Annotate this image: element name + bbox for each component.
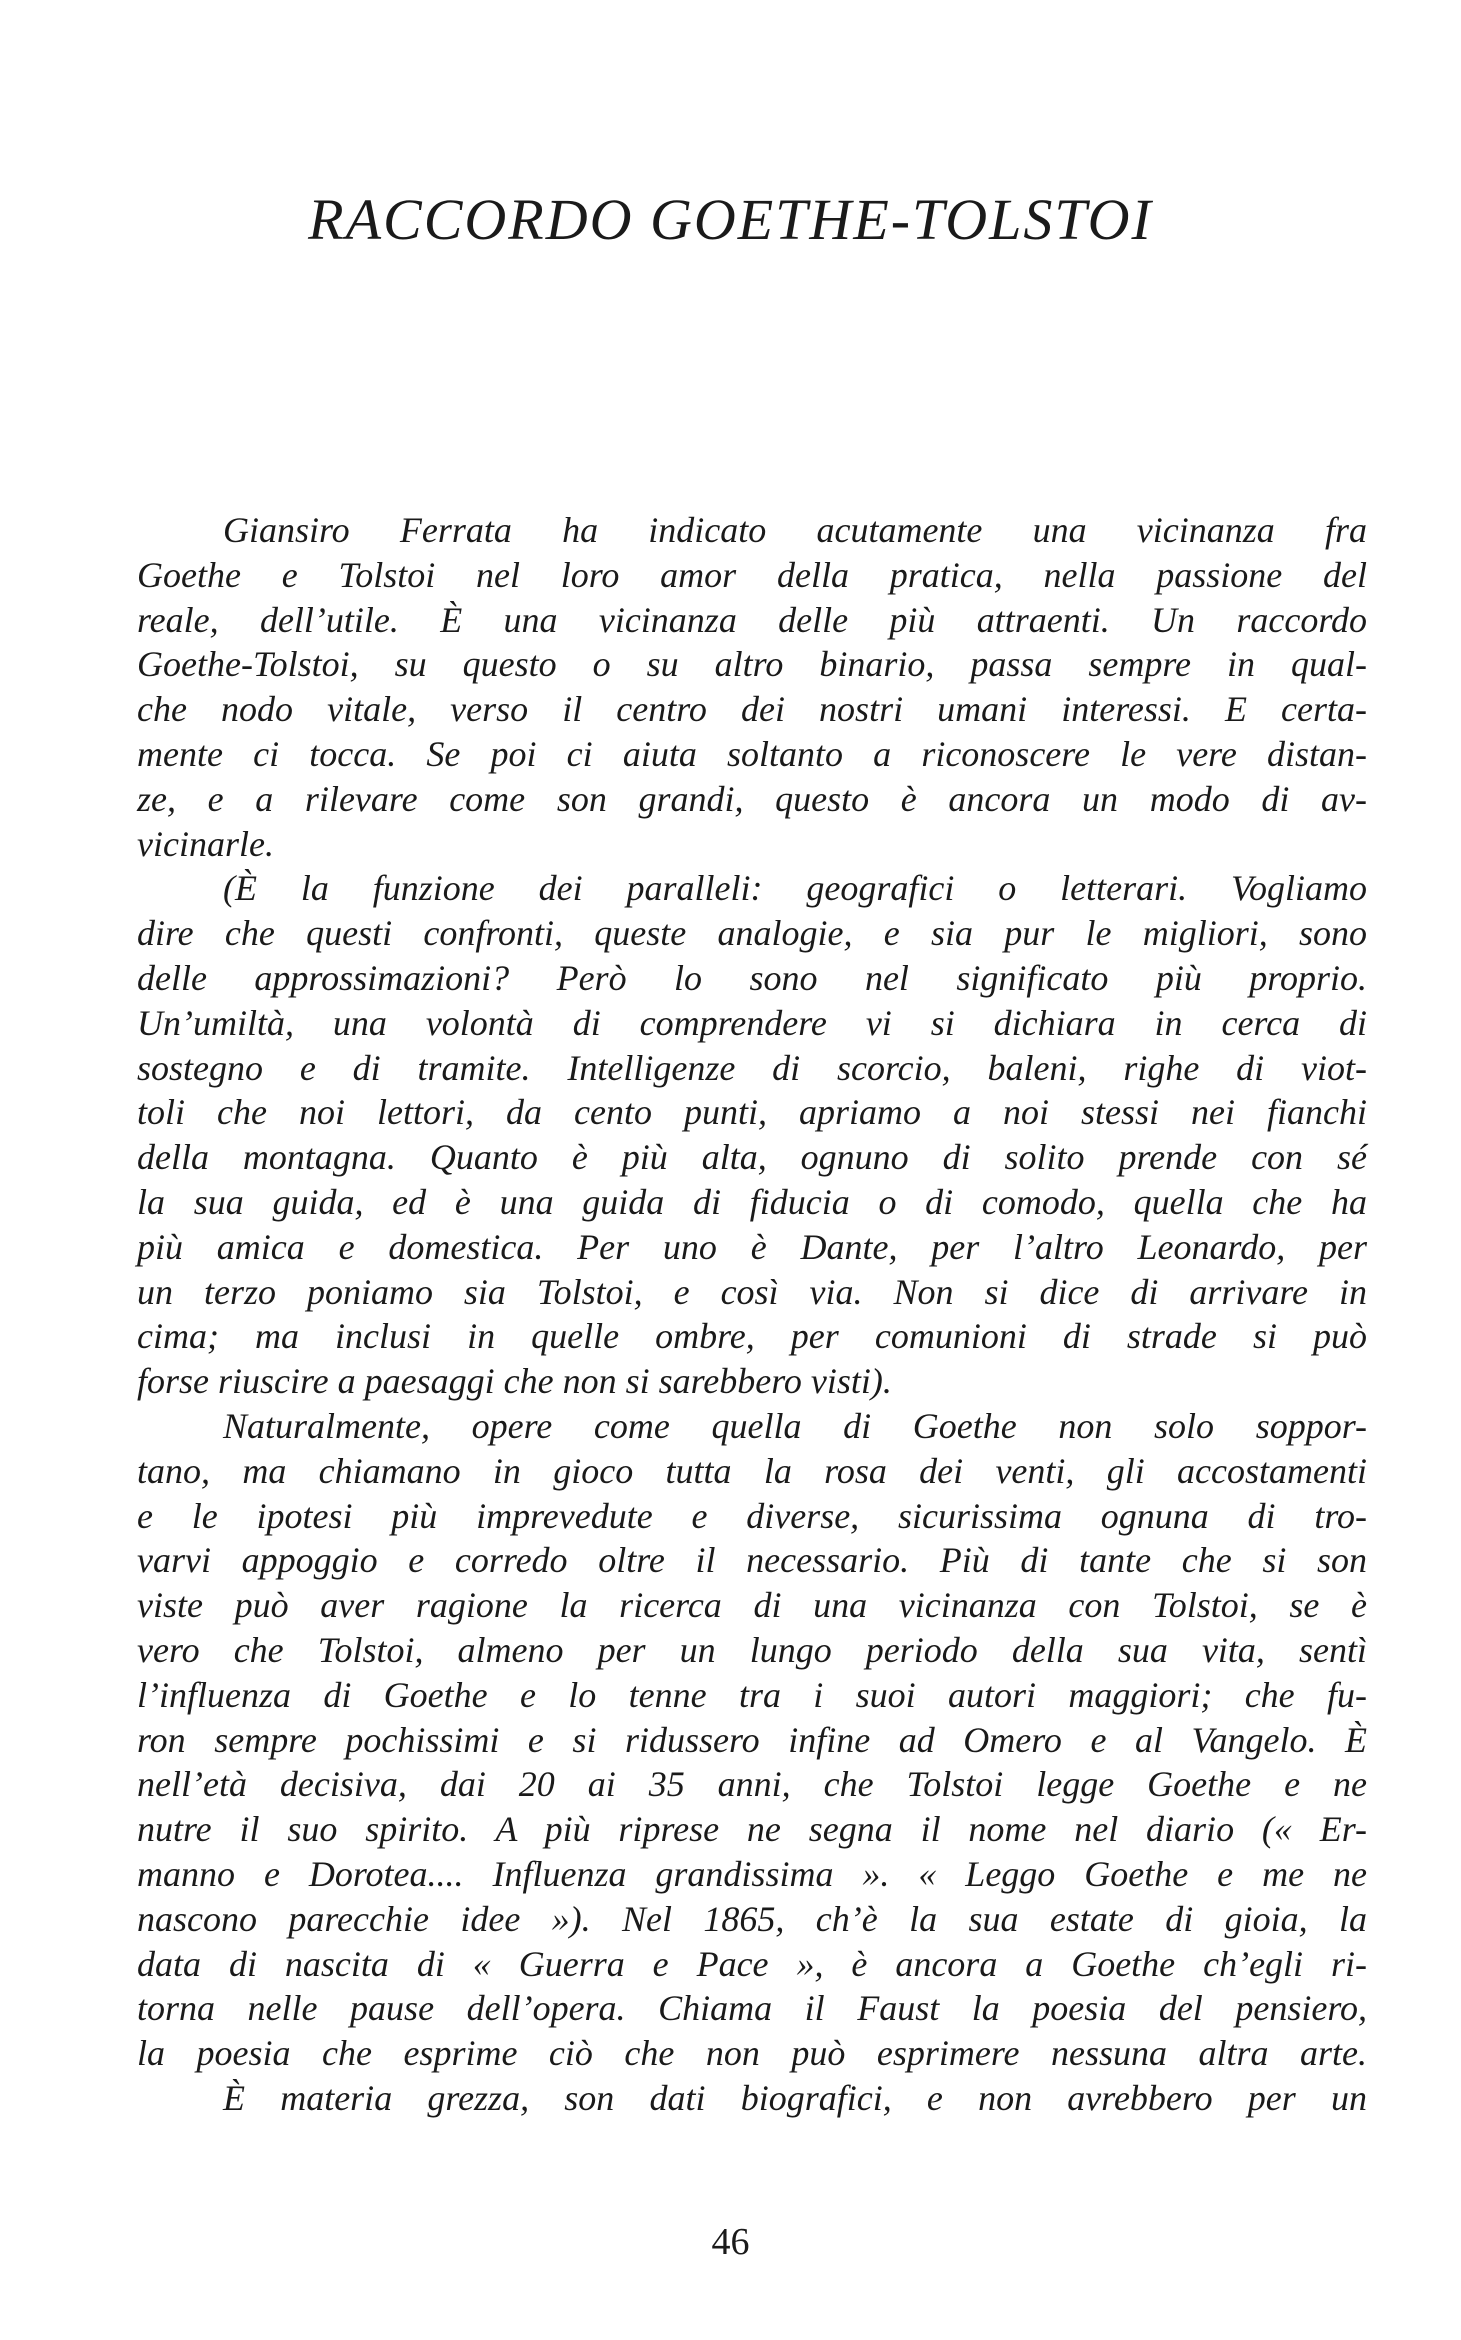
text-line: toli che noi lettori, da cento punti, apriamo a noi stessi nei fianchi [137,1092,1367,1133]
text-line: nell’età decisiva, dai 20 ai 35 anni, che Tolstoi legge Goethe e ne [137,1764,1367,1805]
text-line: reale, dell’utile. È una vicinanza delle più attraenti. Un raccordo [137,599,1367,640]
text-line: mente ci tocca. Se poi ci aiuta soltanto a riconoscere le vere distan- [137,733,1367,774]
text-line: cima; ma inclusi in quelle ombre, per comunioni di strade si può [137,1316,1367,1357]
text-line: forse riuscire a paesaggi che non si sarebbero visti). [137,1361,892,1402]
chapter-title: RACCORDO GOETHE-TOLSTOI [308,187,1153,252]
text-line: torna nelle pause dell’opera. Chiama il Faust la poesia del pensiero, [137,1988,1367,2029]
body-text [137,508,1367,2121]
text-line: della montagna. Quanto è più alta, ognuno di solito prende con sé [137,1137,1367,1178]
text-line: l’influenza di Goethe e lo tenne tra i suoi autori maggiori; che fu- [137,1674,1367,1715]
page-number: 46 [711,2221,750,2263]
text-line: ron sempre pochissimi e si ridussero infine ad Omero e al Vangelo. È [137,1719,1367,1760]
text-line: data di nascita di « Guerra e Pace », è ancora a Goethe ch’egli ri- [137,1943,1367,1984]
text-line: È materia grezza, son dati biografici, e non avrebbero per un [223,2077,1367,2118]
text-line: delle approssimazioni? Però lo sono nel significato più proprio. [137,957,1367,998]
text-line: (È la funzione dei paralleli: geografici o letterari. Vogliamo [223,868,1367,909]
text-line: nascono parecchie idee »). Nel 1865, ch’è la sua estate di gioia, la [137,1898,1367,1939]
text-line: vero che Tolstoi, almeno per un lungo periodo della sua vita, sentì [137,1629,1367,1670]
text-line: tano, ma chiamano in gioco tutta la rosa dei venti, gli accostamenti [137,1450,1367,1491]
text-line: varvi appoggio e corredo oltre il necessario. Più di tante che si son [137,1540,1367,1581]
text-line: più amica e domestica. Per uno è Dante, per l’altro Leonardo, per [137,1226,1367,1267]
text-line: ze, e a rilevare come son grandi, questo è ancora un modo di av- [137,778,1367,819]
text-line: che nodo vitale, verso il centro dei nostri umani interessi. E certa- [137,689,1367,730]
text-line: la sua guida, ed è una guida di fiducia o di comodo, quella che ha [137,1181,1367,1222]
text-line: nutre il suo spirito. A più riprese ne segna il nome nel diario (« Er- [137,1809,1367,1850]
text-line: Goethe-Tolstoi, su questo o su altro binario, passa sempre in qual- [137,644,1367,685]
text-line: vicinarle. [137,823,274,864]
text-line: Naturalmente, opere come quella di Goethe non solo soppor- [223,1405,1367,1446]
text-line: viste può aver ragione la ricerca di una vicinanza con Tolstoi, se è [137,1585,1367,1626]
text-line: Goethe e Tolstoi nel loro amor della pratica, nella passione del [137,554,1367,595]
text-line: Un’umiltà, una volontà di comprendere vi si dichiara in cerca di [137,1002,1367,1043]
text-line: la poesia che esprime ciò che non può esprimere nessuna altra arte. [137,2033,1367,2074]
text-line: manno e Dorotea.... Influenza grandissima ». « Leggo Goethe e me ne [137,1853,1367,1894]
text-line: un terzo poniamo sia Tolstoi, e così via. Non si dice di arrivare in [137,1271,1367,1312]
text-line: sostegno e di tramite. Intelligenze di scorcio, baleni, righe di viot- [137,1047,1367,1088]
text-line: dire che questi confronti, queste analogie, e sia pur le migliori, sono [137,913,1367,954]
text-line: Giansiro Ferrata ha indicato acutamente una vicinanza fra [223,510,1367,550]
text-line: e le ipotesi più imprevedute e diverse, sicurissima ognuna di tro- [137,1495,1367,1536]
